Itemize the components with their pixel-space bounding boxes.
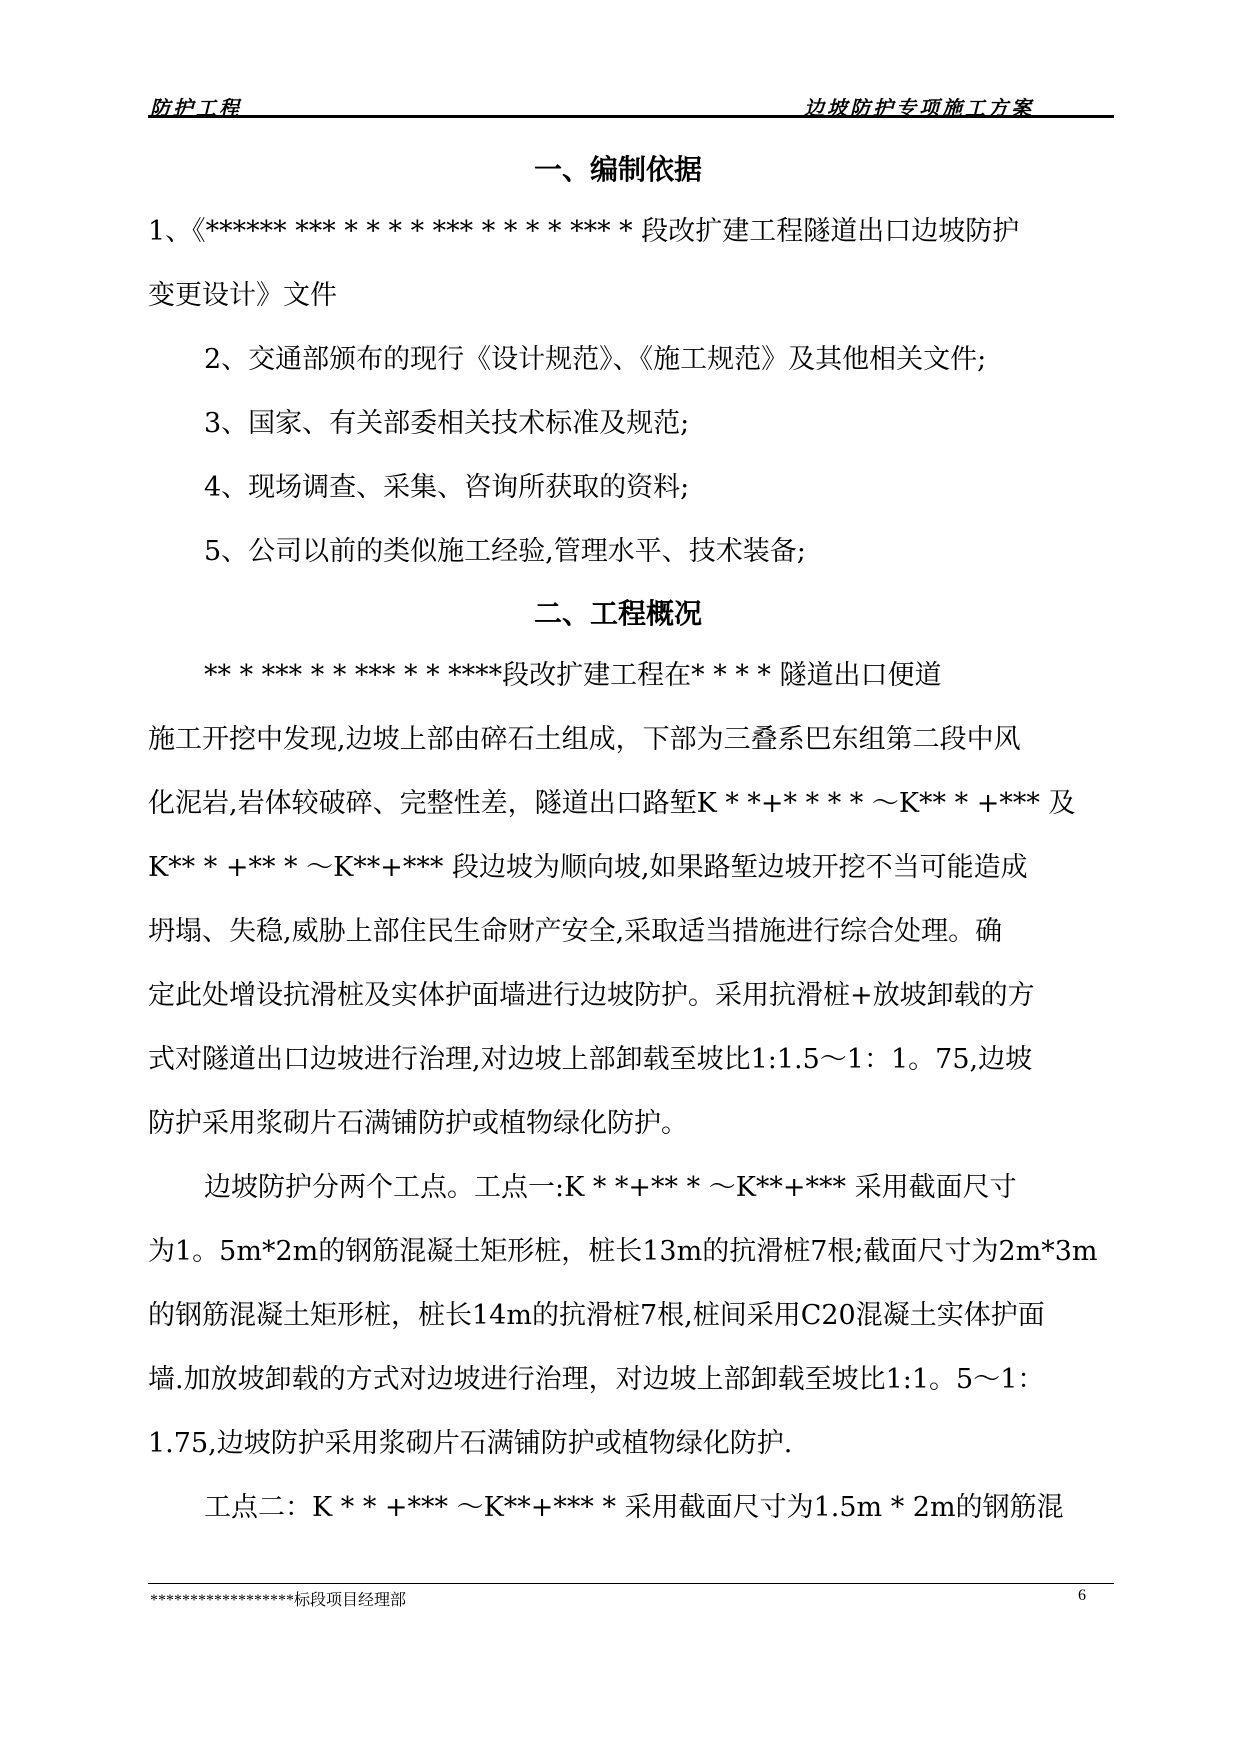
- overview-para-2-line-1: 边坡防护分两个工点。工点一:K * *+** * ～K**+*** 采用截面尺寸: [204, 1172, 1017, 1203]
- overview-para-1-line-6: 定此处增设抗滑桩及实体护面墙进行边坡防护。采用抗滑桩+放坡卸载的方: [148, 980, 1035, 1011]
- overview-para-1-line-4: K** * +** * ～K**+*** 段边坡为顺向坡,如果路堑边坡开挖不当可能造成: [148, 852, 1028, 883]
- basis-item-1-line-2: 变更设计》文件: [148, 280, 337, 311]
- basis-item-2: 2、交通部颁布的现行《设计规范》、《施工规范》及其他相关文件;: [204, 344, 987, 375]
- overview-para-2-line-2: 为1。5m*2m的钢筋混凝土矩形桩，桩长13m的抗滑桩7根;截面尺寸为2m*3m: [148, 1236, 1098, 1267]
- footer-rule: [148, 1583, 1114, 1584]
- overview-para-2-line-5: 1.75,边坡防护采用浆砌片石满铺防护或植物绿化防护.: [148, 1428, 793, 1459]
- footer-department: ******************标段项目经理部: [150, 1592, 407, 1609]
- page-content: [148, 140, 1098, 1540]
- basis-item-3: 3、国家、有关部委相关技术标准及规范;: [204, 408, 690, 439]
- header-right-title: 边坡防护专项施工方案: [804, 96, 1034, 120]
- basis-item-5: 5、公司以前的类似施工经验,管理水平、技术装备;: [204, 536, 806, 567]
- overview-para-1-line-1: ** * *** * * *** * * ****段改扩建工程在* * * * 隧道出口便道: [204, 660, 942, 691]
- page-number: 6: [1078, 1587, 1086, 1604]
- section-heading-basis: 一、编制依据: [533, 153, 702, 186]
- overview-para-1-line-8: 防护采用浆砌片石满铺防护或植物绿化防护。: [148, 1108, 688, 1139]
- header-rule: [148, 115, 1114, 118]
- section-heading-overview: 二、工程概况: [533, 597, 702, 630]
- basis-item-4: 4、现场调查、采集、咨询所获取的资料;: [204, 472, 690, 503]
- overview-para-1-line-3: 化泥岩,岩体较破碎、完整性差，隧道出口路堑K * *+* * * * ～K** * +*** 及: [148, 788, 1076, 819]
- overview-para-1-line-7: 式对隧道出口边坡进行治理,对边坡上部卸载至坡比1:1.5～1：1。75,边坡: [148, 1044, 1033, 1075]
- overview-para-1-line-5: 坍塌、失稳,威胁上部住民生命财产安全,采取适当措施进行综合处理。确: [148, 916, 1003, 947]
- overview-para-2-line-3: 的钢筋混凝土矩形桩，桩长14m的抗滑桩7根,桩间采用C20混凝土实体护面: [148, 1300, 1045, 1331]
- overview-para-3-line-1: 工点二：K * * +*** ～K**+*** * 采用截面尺寸为1.5m * 2m的钢筋混: [204, 1492, 1064, 1523]
- basis-item-1-line-1: 1、《****** *** * * * * *** * * * * *** * 段改扩建工程隧道出口边坡防护: [148, 216, 1020, 247]
- overview-para-1-line-2: 施工开挖中发现,边坡上部由碎石土组成，下部为三叠系巴东组第二段中风: [148, 724, 1021, 755]
- header-left-title: 防护工程: [150, 96, 242, 120]
- overview-para-2-line-4: 墙.加放坡卸载的方式对边坡进行治理，对边坡上部卸载至坡比1:1。5～1：: [148, 1364, 1045, 1395]
